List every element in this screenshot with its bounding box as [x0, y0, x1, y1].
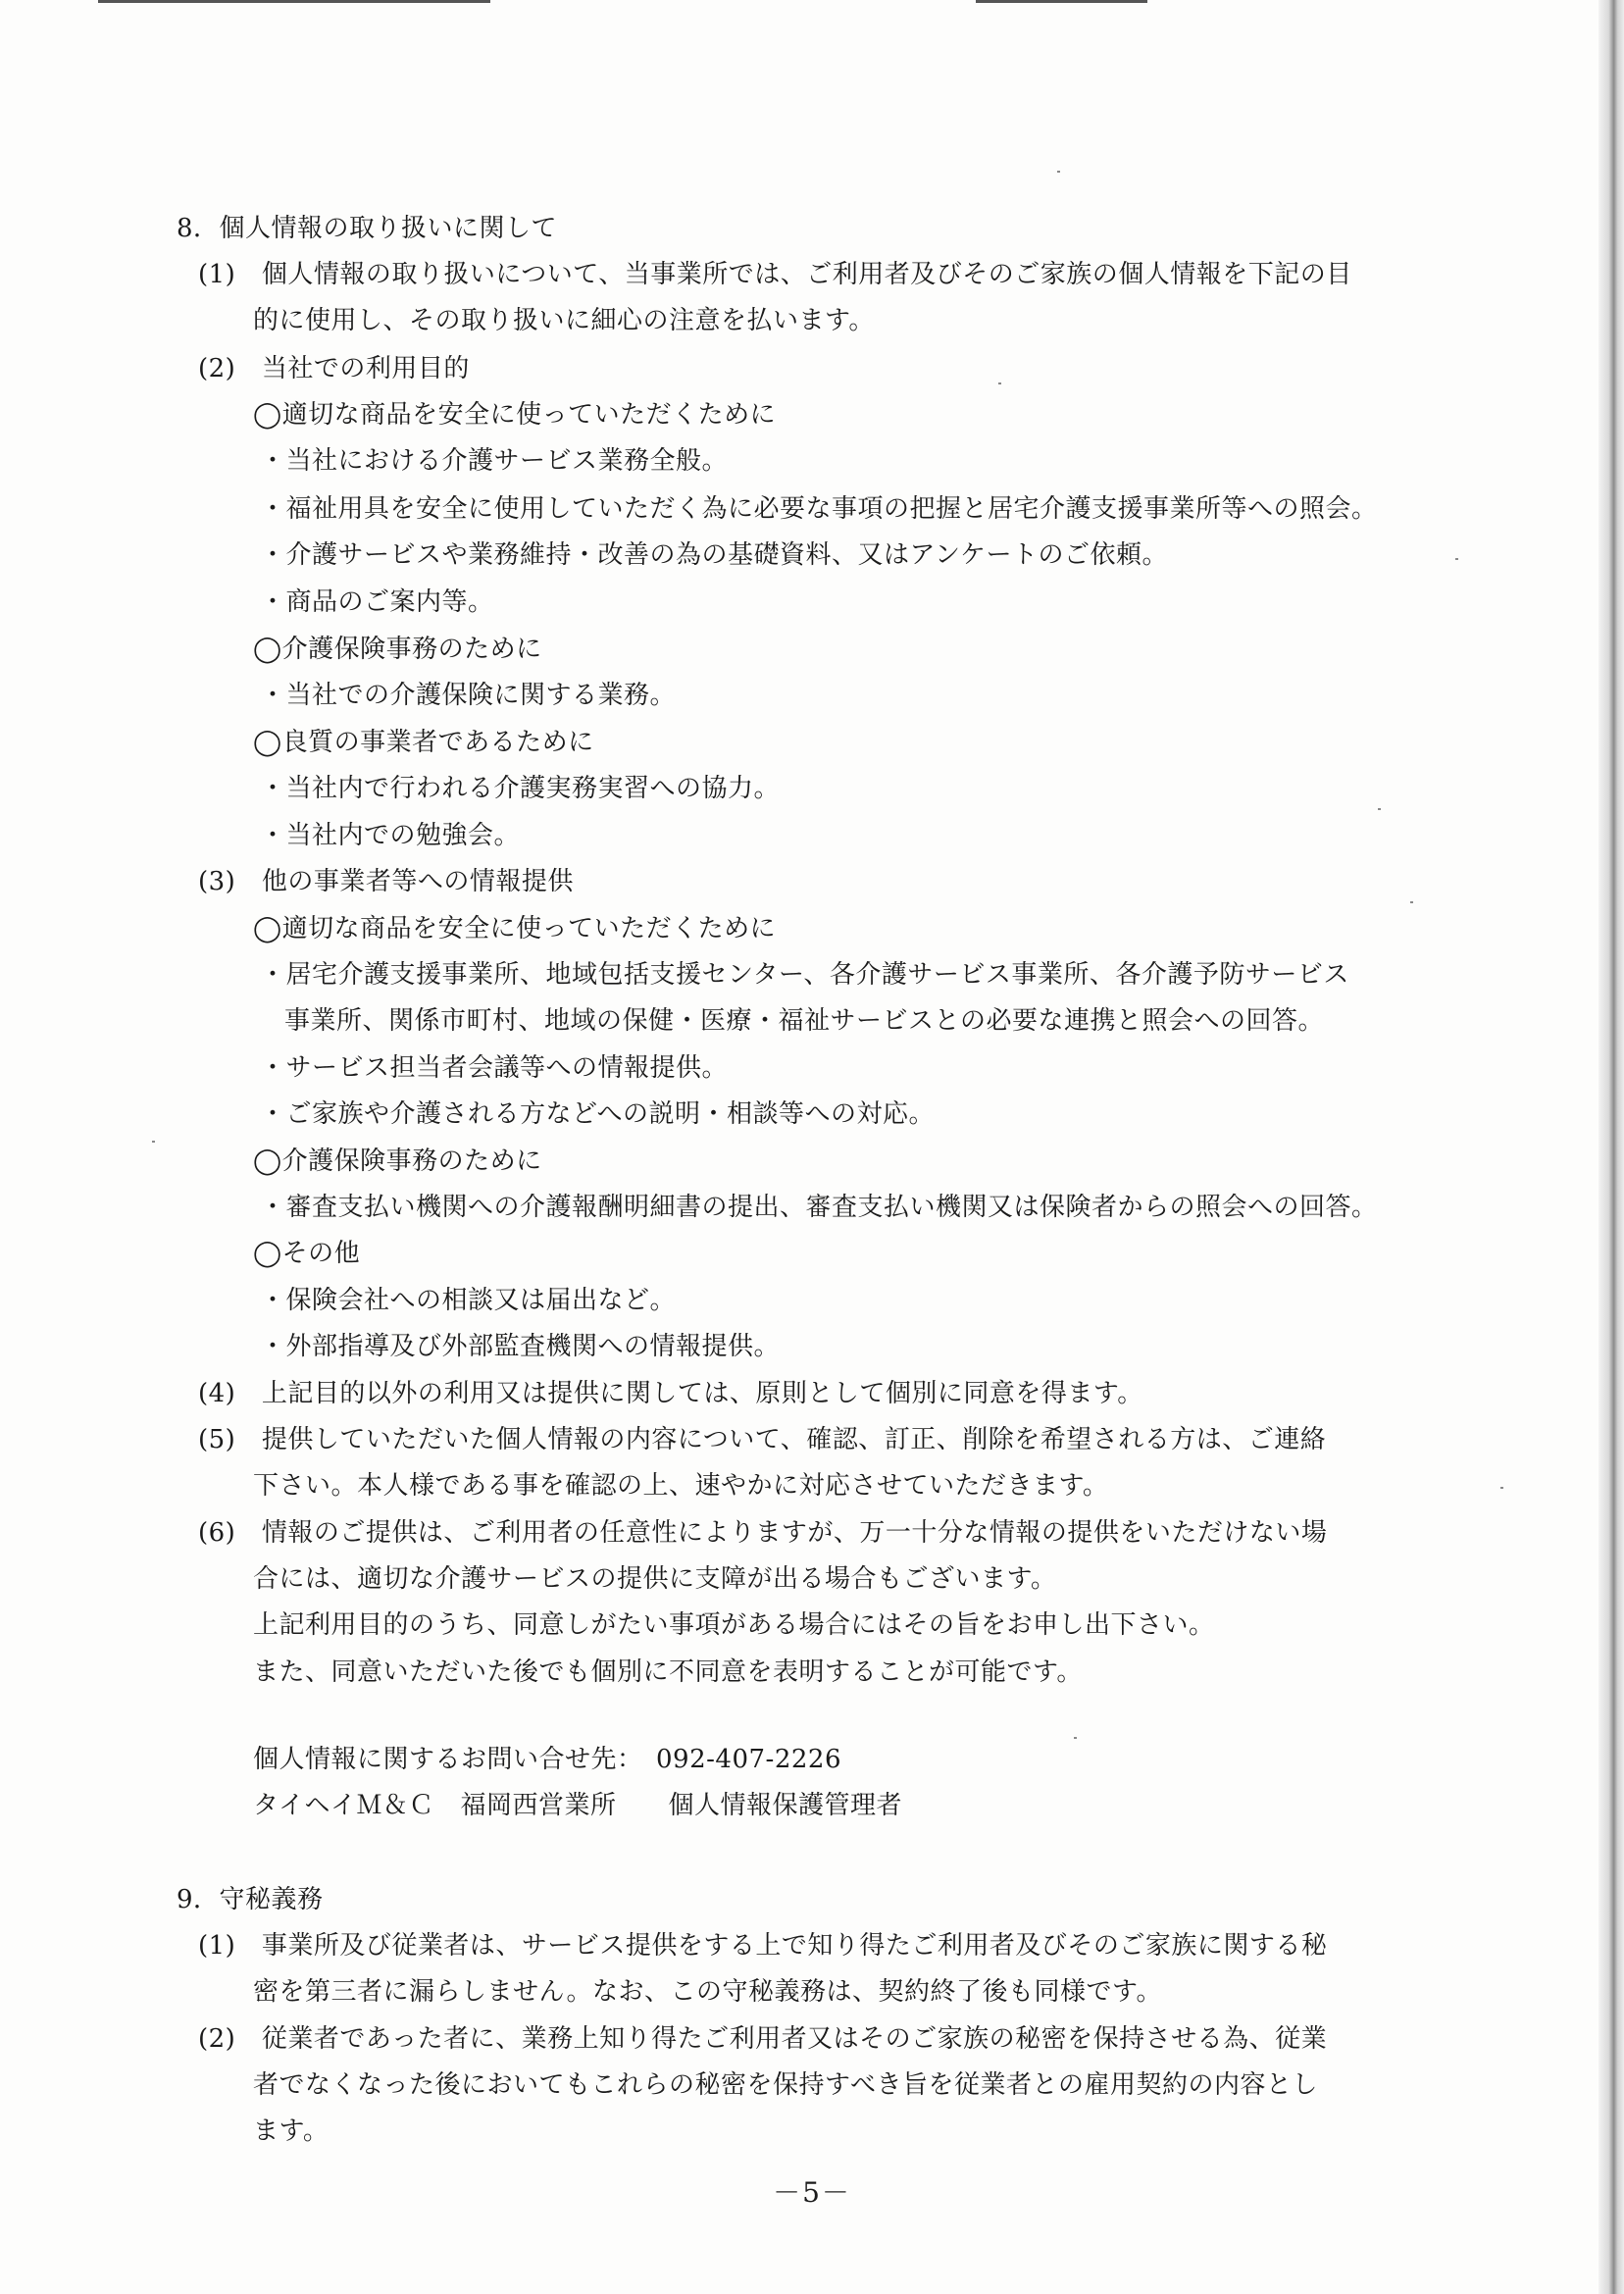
- text-line: ます。: [253, 2116, 330, 2146]
- scan-speck: [1378, 808, 1381, 810]
- text-line: (1) 個人情報の取り扱いについて、当事業所では、ご利用者及びそのご家族の個人情報を下記の目: [198, 260, 1352, 289]
- scan-speck: [1057, 171, 1060, 173]
- text-line: 個人情報に関するお問い合せ先： 092-407-2226: [253, 1745, 841, 1774]
- scan-speck: [1074, 1737, 1077, 1739]
- scan-speck: [1455, 558, 1458, 560]
- text-line: ◯適切な商品を安全に使っていただくために: [253, 914, 777, 943]
- text-line: ・当社内で行われる介護実務実習への協力。: [260, 774, 781, 803]
- text-line: (1) 事業所及び従業者は、サービス提供をする上で知り得たご利用者及びそのご家族に関する秘: [198, 1931, 1328, 1961]
- text-line: (3) 他の事業者等への情報提供: [198, 867, 574, 896]
- scan-speck: [152, 1141, 155, 1143]
- text-line: 事業所、関係市町村、地域の保健・医療・福祉サービスとの必要な連携と照会への回答。: [284, 1006, 1325, 1036]
- text-line: ・外部指導及び外部監査機関への情報提供。: [260, 1332, 781, 1361]
- text-line: ・審査支払い機関への介護報酬明細書の提出、審査支払い機関又は保険者からの照会への回答。: [260, 1193, 1378, 1222]
- scan-speck: [1410, 901, 1413, 903]
- text-line: 下さい。本人様である事を確認の上、速やかに対応させていただきます。: [253, 1471, 1109, 1501]
- text-line: ・福祉用具を安全に使用していただく為に必要な事項の把握と居宅介護支援事業所等への照会。: [260, 494, 1378, 524]
- text-line: (5) 提供していただいた個人情報の内容について、確認、訂正、削除を希望される方は、ご連絡: [198, 1425, 1327, 1454]
- text-line: 者でなくなった後においてもこれらの秘密を保持すべき旨を従業者との雇用契約の内容とし: [253, 2070, 1318, 2100]
- text-line: ・当社における介護サービス業務全般。: [260, 446, 729, 476]
- text-line: 8．個人情報の取り扱いに関して: [177, 214, 558, 243]
- text-line: ◯適切な商品を安全に使っていただくために: [253, 400, 777, 430]
- text-line: 密を第三者に漏らしません。なお、この守秘義務は、契約終了後も同様です。: [253, 1977, 1162, 2007]
- text-line: 的に使用し、その取り扱いに細心の注意を払います。: [253, 306, 875, 335]
- text-line: ◯介護保険事務のために: [253, 1147, 542, 1176]
- scan-edge-mark: [98, 0, 490, 3]
- text-line: (2) 当社での利用目的: [198, 354, 470, 383]
- page-number: －5－: [773, 2176, 851, 2209]
- text-line: (4) 上記目的以外の利用又は提供に関しては、原則として個別に同意を得ます。: [198, 1379, 1143, 1408]
- text-line: ・商品のご案内等。: [260, 587, 494, 617]
- text-line: (2) 従業者であった者に、業務上知り得たご利用者又はそのご家族の秘密を保持させる為、従業: [198, 2024, 1328, 2054]
- scan-page-edge: [1599, 0, 1624, 2294]
- text-line: (6) 情報のご提供は、ご利用者の任意性によりますが、万一十分な情報の提供をいただけない場: [198, 1518, 1328, 1548]
- text-line: ◯良質の事業者であるために: [253, 728, 594, 757]
- scan-speck: [1500, 1487, 1503, 1489]
- scan-speck: [998, 382, 1001, 384]
- text-line: ・ご家族や介護される方などへの説明・相談等への対応。: [260, 1099, 935, 1129]
- text-line: また、同意いただいた後でも個別に不同意を表明することが可能です。: [253, 1657, 1083, 1687]
- text-line: タイヘイＭ＆Ｃ 福岡西営業所 個人情報保護管理者: [253, 1791, 902, 1820]
- text-line: 9．守秘義務: [177, 1885, 324, 1914]
- text-line: ・当社での介護保険に関する業務。: [260, 681, 677, 710]
- text-line: ・保険会社への相談又は届出など。: [260, 1286, 677, 1315]
- text-line: 上記利用目的のうち、同意しがたい事項がある場合にはその旨をお申し出下さい。: [253, 1610, 1215, 1640]
- text-line: ・サービス担当者会議等への情報提供。: [260, 1053, 729, 1083]
- text-line: ・当社内での勉強会。: [260, 821, 521, 850]
- text-line: ・介護サービスや業務維持・改善の為の基礎資料、又はアンケートのご依頼。: [260, 540, 1168, 570]
- scan-edge-mark: [976, 0, 1147, 3]
- text-line: ◯介護保険事務のために: [253, 635, 542, 664]
- text-line: 合には、適切な介護サービスの提供に支障が出る場合もございます。: [253, 1564, 1057, 1594]
- text-line: ◯その他: [253, 1239, 361, 1268]
- text-line: ・居宅介護支援事業所、地域包括支援センター、各介護サービス事業所、各介護予防サービス: [260, 960, 1349, 990]
